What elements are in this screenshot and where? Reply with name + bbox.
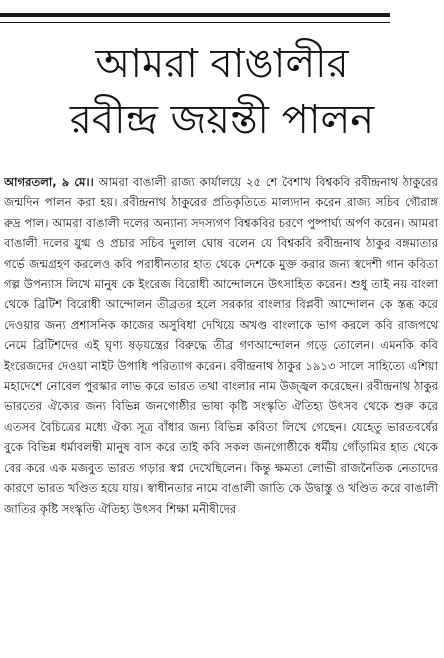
top-rule-thick xyxy=(0,13,390,17)
headline-line-2: রবীন্দ্র জয়ন্তী পালন xyxy=(69,97,375,143)
article-body xyxy=(4,172,438,658)
article-text: আমরা বাঙালী রাজ্য কার্যালয়ে ২৫ শে বৈশাখ বিশ্বকবি রবীন্দ্রনাথ ঠাকুরের জন্মদিন পালন করা হয়। রবীন্দ্রনাথ ঠাকুরের প্রতিকৃতিতে মাল্যদান করেন রাজ্য সচিব গৌরাঙ্গ রুদ্র পাল। আমরা বাঙালী দলের অন্যান্য সদস্যগণ বিশ্বকবির চরণে পুষ্পার্ঘ্য অর্পণ করেন। আমরা বাঙালী দলের যুগ্ম ও প্রচার সচিব দুলাল ঘোষ বলেন যে বিশ্বকবি রবীন্দ্রনাথ ঠাকুর বঙ্গমাতার গর্ভে জন্মগ্রহণ করলেও কবি পরাধীনতার হাত থেকে দেশকে মুক্ত করার জন্য স্বদেশী গান কবিতা গল্প উপন্যাস লিখে মানুষ কে ইংরেজ বিরোধী আন্দোলনে উৎসাহিত করেন। শুধু তাই নয় বাংলা থেকে ব্রিটিশ বিরোধী আন্দোলন তীব্রতর হলে সরকার বাংলার বিপ্লবী আন্দোলন কে স্তব্ধ করে দেওয়ার জন্য প্রশাসনিক কাজের অসুবিধা দেখিয়ে অখণ্ড বাংলাকে ভাগ করলে কবি রাজপথে নেমে ব্রিটিশদের এই ঘৃণ্য ষড়যন্ত্রের বিরুদ্ধে তীব্র গণআন্দোলন গড়ে তোলেন। এমনকি কবি ইংরেজদের দেওয়া নাইট উপাধি পরিত্যাগ করেন। রবীন্দ্রনাথ ঠাকুর ১৯১৩ সালে সাহিত্যে এশিয়া মহাদেশে নোবেল পুরস্কার লাভ করে ভারত তথা বাংলার নাম উজ্জ্বল করেছেন। রবীন্দ্রনাথ ঠাকুর ভারতের ঐক্যের জন্য বিভিন্ন জনগোষ্ঠীর ভাষা কৃষ্টি সংস্কৃতি ঐতিহ্য উৎসব থেকে শুরু করে এতসব বৈচিত্রের মধ্যে ঐক্য সূত্র বাঁধার জন্য বিভিন্ন কবিতা লিখে গেছেন। যেহেতু ভারতবর্ষের বুকে বিভিন্ন ধর্মাবলম্বী মানুষ বাস করে তাই কবি সকল জনগোষ্ঠীকে ধর্মীয় গোঁড়ামির হাত থেকে বের করে এক মজবুত ভারত গড়ার স্বপ্ন দেখেছিলেন। কিন্তু ক্ষমতা লোভী রাজনৈতিক নেতাদের কারণে ভারত খণ্ডিত হয়ে যায়। স্বাধীনতার নামে বাঙালী জাতি কে উদ্বাস্তু ও খণ্ডিত করে বাঙালী জাতির কৃষ্টি সংস্কৃতি ঐতিহ্য উৎসব শিক্ষা মনীষীদের xyxy=(4,175,438,516)
top-rule-thin xyxy=(0,22,390,23)
article-dateline: আগরতলা, ৯ মে।। xyxy=(4,175,94,189)
headline xyxy=(0,36,444,148)
headline-line-1: আমরা বাঙালীর xyxy=(95,41,349,87)
